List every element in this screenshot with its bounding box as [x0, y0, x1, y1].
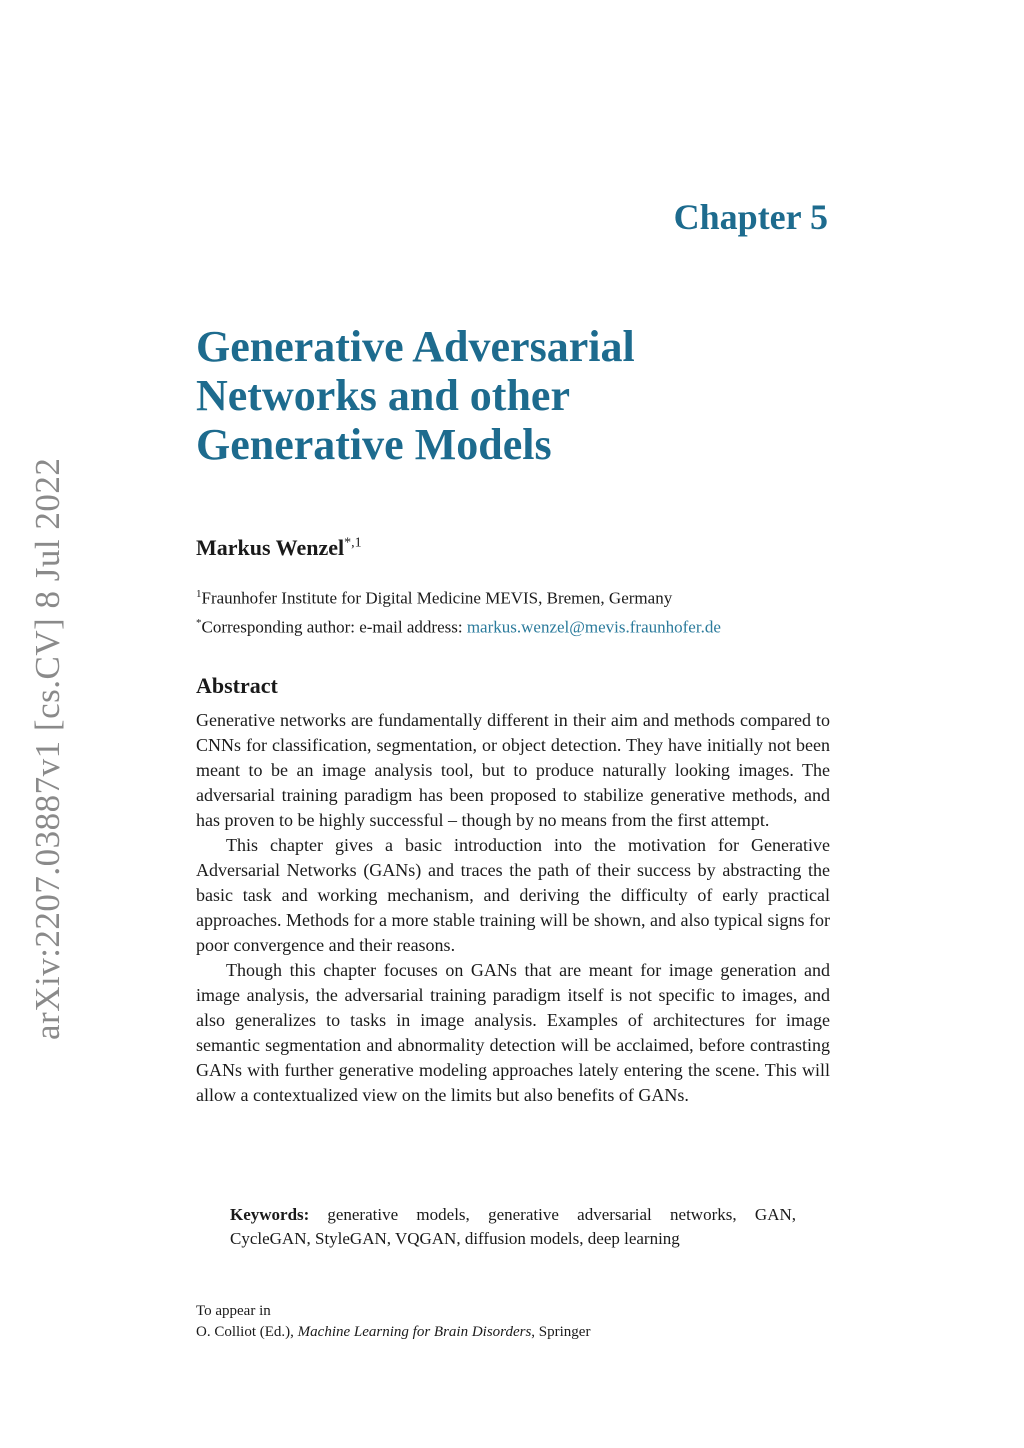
- keywords-block: [230, 1203, 796, 1251]
- affiliation-mark: 1: [196, 588, 202, 600]
- email-link[interactable]: markus.wenzel@mevis.fraunhofer.de: [466, 617, 721, 637]
- corresponding-mark: *: [196, 616, 202, 629]
- affiliation-line: [196, 582, 721, 611]
- affiliations: [196, 582, 721, 639]
- abstract-paragraph-2: This chapter gives a basic introduction into the motivation for Generative Adversarial Networks (GANs) and traces the path of their success by abstracting the basic task and working mechanism, and deriving the difficulty of early practical approaches. Methods for a more stable training will be shown, and also typical signs for poor convergence and their reasons.: [196, 835, 830, 955]
- arxiv-identifier-stamp: arXiv:2207.03887v1 [cs.CV] 8 Jul 2022: [28, 457, 67, 1040]
- keywords-label: Keywords:: [230, 1205, 310, 1224]
- appear-book-title: Machine Learning for Brain Disorders: [297, 1324, 532, 1340]
- affiliation-text: Fraunhofer Institute for Digital Medicine MEVIS, Bremen, Germany: [201, 588, 673, 608]
- keywords-text: generative models, generative adversarial networks, GAN, CycleGAN, StyleGAN, VQGAN, diffusion models, deep learning: [230, 1205, 796, 1248]
- chapter-title: [196, 322, 836, 469]
- appear-publisher: , Springer: [531, 1324, 591, 1340]
- appear-line-2: [196, 1322, 590, 1343]
- appear-editor: O. Colliot (Ed.),: [196, 1324, 298, 1340]
- title-line-1: Generative Adversarial: [196, 322, 635, 371]
- abstract-paragraph-3: Though this chapter focuses on GANs that are meant for image generation and image analysis, the adversarial training paradigm itself is not specific to images, and also generalizes to tasks in image analysis. Examples of architectures for image semantic segmentation and abnormality detection will be acclaimed, before contrasting GANs with further generative modeling approaches lately entering the scene. This will allow a contextualized view on the limits but also benefits of GANs.: [196, 960, 830, 1105]
- appear-line-1: To appear in: [196, 1303, 271, 1319]
- corresponding-line: [196, 611, 721, 640]
- abstract-heading: Abstract: [196, 673, 278, 698]
- author-name: [196, 535, 362, 561]
- publication-note: [196, 1301, 590, 1343]
- corresponding-label: Corresponding author: e-mail address:: [201, 617, 467, 637]
- chapter-label: Chapter 5: [673, 197, 828, 237]
- author-name-text: Markus Wenzel: [196, 535, 345, 560]
- author-marks: *,1: [344, 535, 362, 551]
- abstract-paragraph-1: Generative networks are fundamentally different in their aim and methods compared to CNNs for classification, segmentation, or object detection. They have initially not been meant to be an image analysis tool, but to produce naturally looking images. The adversarial training paradigm has been proposed to stabilize generative methods, and has proven to be highly successful – though by no means from the first attempt.: [196, 710, 830, 830]
- title-line-2: Networks and other: [196, 371, 570, 420]
- abstract-body: [196, 708, 830, 1108]
- title-line-3: Generative Models: [196, 420, 552, 469]
